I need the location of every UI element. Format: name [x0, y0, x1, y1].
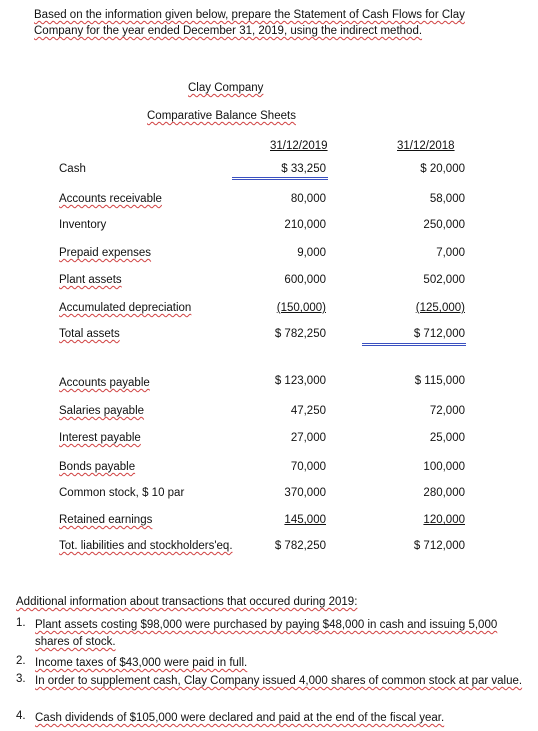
liability-value-2018: 72,000	[429, 405, 465, 417]
liability-label: Accounts payable	[59, 377, 150, 389]
asset-value-2019: 9,000	[297, 247, 326, 259]
transaction-item: Cash dividends of $105,000 were declared and paid at the end of the fiscal year.	[35, 712, 445, 724]
liability-label: Common stock, $ 10 par	[59, 487, 185, 499]
asset-label: Prepaid expenses	[59, 247, 152, 259]
intro-line-2: Company for the year ended December 31, 2019, using the indirect method.	[34, 25, 423, 37]
total-assets-label: Total assets	[59, 328, 120, 340]
asset-value-2018: 250,000	[423, 219, 465, 231]
statement-title: Comparative Balance Sheets	[147, 110, 296, 122]
item-number: 3.	[16, 673, 26, 685]
total-liabilities-label: Tot. liabilities and stockholders'eq.	[59, 540, 233, 552]
liability-label: Salaries payable	[59, 405, 145, 417]
asset-value-2018: $ 20,000	[420, 163, 465, 175]
asset-value-2019: 210,000	[284, 219, 326, 231]
asset-value-2019: 80,000	[290, 193, 326, 205]
asset-value-2019: (150,000)	[276, 302, 326, 314]
liability-value-2019: 27,000	[290, 432, 326, 444]
transaction-item: In order to supplement cash, Clay Company issued 4,000 shares of common stock at par value.	[35, 675, 523, 687]
liability-value-2018: 25,000	[429, 432, 465, 444]
asset-label: Inventory	[59, 219, 107, 231]
asset-value-2018: (125,000)	[415, 302, 465, 314]
asset-value-2018: 7,000	[436, 247, 465, 259]
transaction-item: Income taxes of $43,000 were paid in full.	[35, 657, 248, 669]
asset-value-2019: 600,000	[284, 274, 326, 286]
liability-value-2018: 120,000	[423, 514, 465, 526]
total-liabilities-2019: $ 782,250	[274, 540, 326, 552]
asset-value-2019: $ 33,250	[281, 163, 326, 175]
liability-label: Interest payable	[59, 432, 141, 444]
item-number: 2.	[16, 655, 26, 667]
asset-label-cash: Cash	[59, 163, 86, 175]
liability-value-2019: 370,000	[284, 487, 326, 499]
transaction-item: Plant assets costing $98,000 were purchased by paying $48,000 in cash and issuing 5,000 shares of stock.	[35, 619, 498, 648]
liability-value-2019: 70,000	[290, 461, 326, 473]
liability-value-2019: $ 123,000	[274, 375, 326, 387]
liability-value-2019: 145,000	[284, 514, 326, 526]
additional-info-title: Additional information about transactions that occured during 2019:	[16, 596, 358, 608]
intro-line-1: Based on the information given below, prepare the Statement of Cash Flows for Clay	[34, 9, 465, 21]
column-header-2019: 31/12/2019	[270, 140, 328, 152]
column-header-2018: 31/12/2018	[397, 140, 455, 152]
asset-label: Plant assets	[59, 274, 122, 286]
liability-value-2019: 47,250	[290, 405, 326, 417]
liability-label: Bonds payable	[59, 461, 136, 473]
liability-value-2018: 100,000	[423, 461, 465, 473]
item-number: 1.	[16, 617, 26, 629]
liability-value-2018: 280,000	[423, 487, 465, 499]
asset-label: Accounts receivable	[59, 193, 162, 205]
total-liabilities-2018: $ 712,000	[413, 540, 465, 552]
asset-value-2018: 58,000	[429, 193, 465, 205]
asset-value-2018: 502,000	[423, 274, 465, 286]
company-name: Clay Company	[188, 82, 264, 94]
liability-value-2018: $ 115,000	[414, 375, 465, 387]
asset-label: Accumulated depreciation	[59, 302, 192, 314]
item-number: 4.	[16, 710, 26, 722]
total-assets-2018: $ 712,000	[413, 328, 465, 340]
total-assets-2019: $ 782,250	[274, 328, 326, 340]
liability-label: Retained earnings	[59, 514, 153, 526]
